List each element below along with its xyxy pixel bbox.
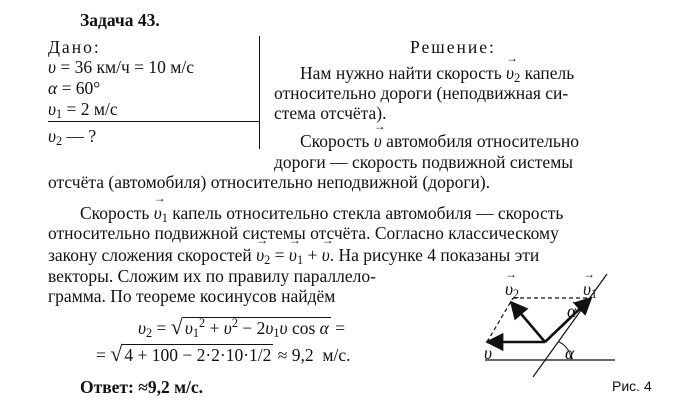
p1-line-1: Нам нужно найти скорость → $\upsilon_2$ капель [300,63,574,83]
given-vertical-rule [259,36,260,149]
answer-line [80,377,203,397]
p3-line-3: закону сложения скоростей → $\upsilon_2$ = → $\upsilon_1$ + → υ. На рисунке 4 показаны эти [48,245,539,265]
label-v: → υ [484,343,492,363]
p2-line-2: дороги — скорость подвижной системы [274,152,574,172]
formula-line-1: $\upsilon_2$ = √ $\upsilon_1^2 + \upsilon^2 - 2\upsilon_1\upsilon$ cos α = [138,314,346,340]
solution-header: Решение: [410,37,496,57]
p2-line-3: отсчёта (автомобиля) относительно неподвижной (дороги). [48,172,491,192]
given-v-symbol: υ [48,57,57,77]
p3-line-2: относительно подвижной системы отсчёта. Согласно классическому [48,223,559,243]
v2-vector-arrow [511,302,545,342]
p3-line-4: векторы. Сложим их по правилу параллело- [48,266,376,286]
given-line-3: $\upsilon_1 = 2$ м/с [48,99,118,121]
p3-line-1: Скорость → $\upsilon_1$ капель относительно стекла автомобиля — скорость [80,203,563,223]
given-header: Дано: [48,37,101,57]
label-v1: → $\upsilon_1$ [583,279,597,299]
velocity-vector-diagram [455,262,625,380]
answer-value: ≈9,2 м/с. [138,377,204,397]
task-title: Задача 43. [80,10,160,30]
answer-label: Ответ: [80,377,134,397]
angle-label-bottom: α [565,343,575,363]
given-horizontal-rule [48,121,260,122]
find-line: $\upsilon_2$ — ? [48,126,97,148]
figure-caption: Рис. 4 [612,378,652,394]
given-line-2: α = 60° [48,78,101,98]
formula-line-2: = √ 4 + 100 − 2·2·10·1/2 ≈ 9,2 м/с. [96,341,351,366]
p1-line-3: стема отсчёта). [274,103,387,123]
label-v2: → $\upsilon_2$ [505,279,519,299]
p2-line-1: Скорость → υ автомобиля относительно [300,131,579,151]
angle-label-top: α [567,301,577,321]
p1-line-2: относительно дороги (неподвижная си- [274,83,569,103]
p3-line-5: грамма. По теореме косинусов найдём [48,286,336,306]
given-line-1: υ = 36 км/ч = 10 м/с [48,57,194,77]
